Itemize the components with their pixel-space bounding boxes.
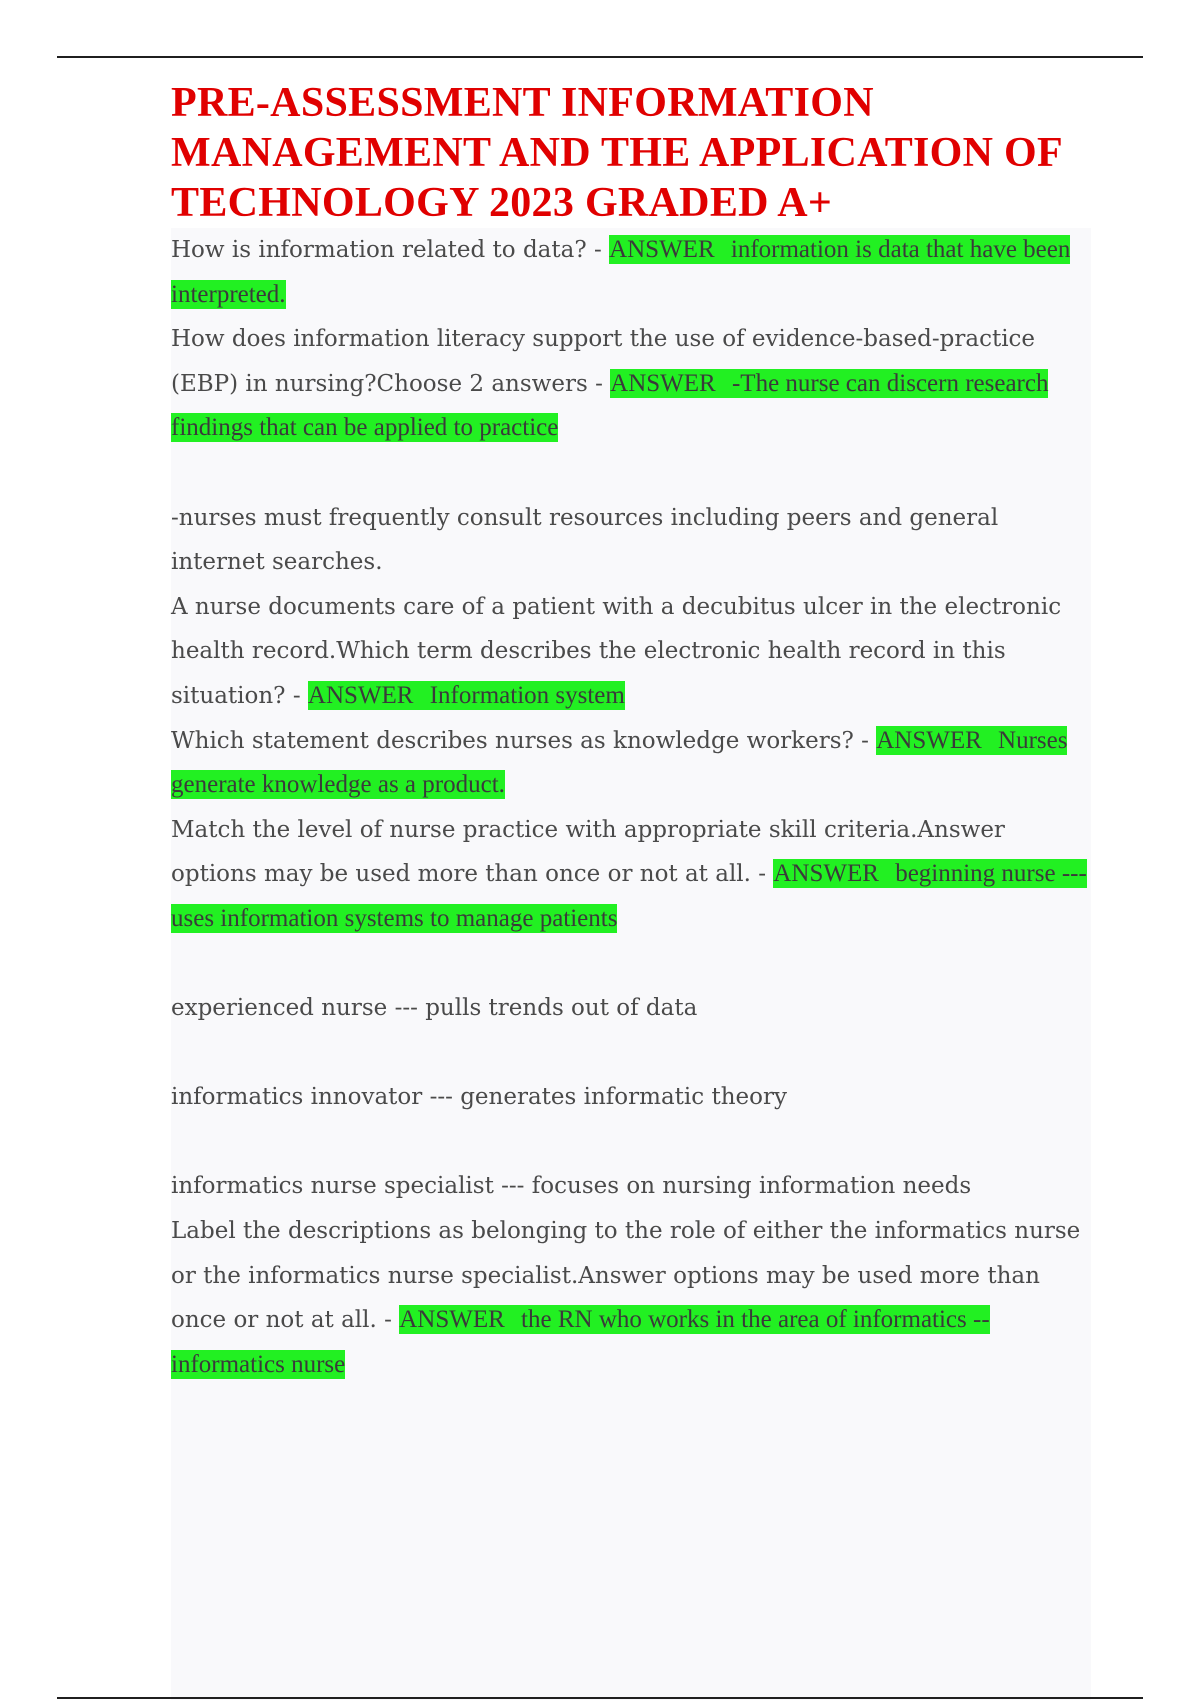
answer-label: ANSWER bbox=[610, 369, 716, 397]
answer-label: ANSWER bbox=[307, 681, 414, 709]
answer-continuation: -nurses must frequently consult resources including peers and general internet searches. bbox=[171, 504, 999, 576]
answer-text: the RN who works in the area of informatics -- informatics nurse bbox=[171, 1306, 990, 1378]
question-2 bbox=[171, 317, 1091, 451]
bottom-rule bbox=[57, 1697, 1143, 1699]
question-text: How does information literacy support the use of evidence-based-practice (EBP) in nursing?Choose 2 answers - bbox=[171, 326, 1036, 397]
answer-continuation: informatics innovator --- generates informatic theory bbox=[171, 1084, 787, 1111]
question-6 bbox=[171, 1209, 1091, 1387]
answer-label: ANSWER bbox=[876, 726, 982, 754]
document-body bbox=[171, 78, 1091, 1700]
answer-text: -The nurse can discern research findings that can be applied to practice bbox=[171, 369, 1049, 442]
question-text: Label the descriptions as belonging to the role of either the informatics nurse or the informatics nurse specialist.Answer options may be used more than once or not at all. - bbox=[171, 1218, 1081, 1334]
question-text: Which statement describes nurses as knowledge workers? - bbox=[171, 727, 877, 754]
question-text: Match the level of nurse practice with appropriate skill criteria.Answer options may be used more than once or not at all. - bbox=[171, 816, 1005, 888]
top-rule bbox=[57, 56, 1143, 58]
paragraph-gap bbox=[171, 1031, 1091, 1076]
paragraph-gap bbox=[171, 1120, 1091, 1165]
question-5 bbox=[171, 808, 1091, 942]
answer-label: ANSWER bbox=[773, 860, 879, 888]
document-title: PRE-ASSESSMENT INFORMATION MANAGEMENT AND THE APPLICATION OF TECHNOLOGY 2023 GRADED A+ bbox=[171, 78, 1111, 228]
answer-text: Nurses generate knowledge as a product. bbox=[171, 726, 1068, 799]
question-4 bbox=[171, 719, 1091, 808]
answer-text: information is data that have been interpreted. bbox=[171, 236, 1071, 308]
paragraph-gap bbox=[171, 451, 1091, 496]
answer-highlight bbox=[308, 681, 625, 710]
answer-continuation: informatics nurse specialist --- focuses on nursing information needs bbox=[171, 1173, 972, 1200]
answer-label: ANSWER bbox=[609, 236, 715, 263]
question-3 bbox=[171, 585, 1091, 719]
qa-list bbox=[171, 228, 1091, 1387]
question-1 bbox=[171, 228, 1091, 317]
answer-text: beginning nurse --- uses information systems to manage patients bbox=[171, 860, 1087, 932]
paragraph-gap bbox=[171, 942, 1091, 987]
answer-continuation: experienced nurse --- pulls trends out of data bbox=[171, 995, 698, 1022]
answer-text: Information system bbox=[429, 681, 625, 709]
question-text: How is information related to data? - bbox=[171, 237, 610, 263]
answer-label: ANSWER bbox=[399, 1306, 505, 1334]
question-text: A nurse documents care of a patient with a decubitus ulcer in the electronic health record.Which term describes the electronic health record in this situation? - bbox=[171, 593, 1062, 709]
